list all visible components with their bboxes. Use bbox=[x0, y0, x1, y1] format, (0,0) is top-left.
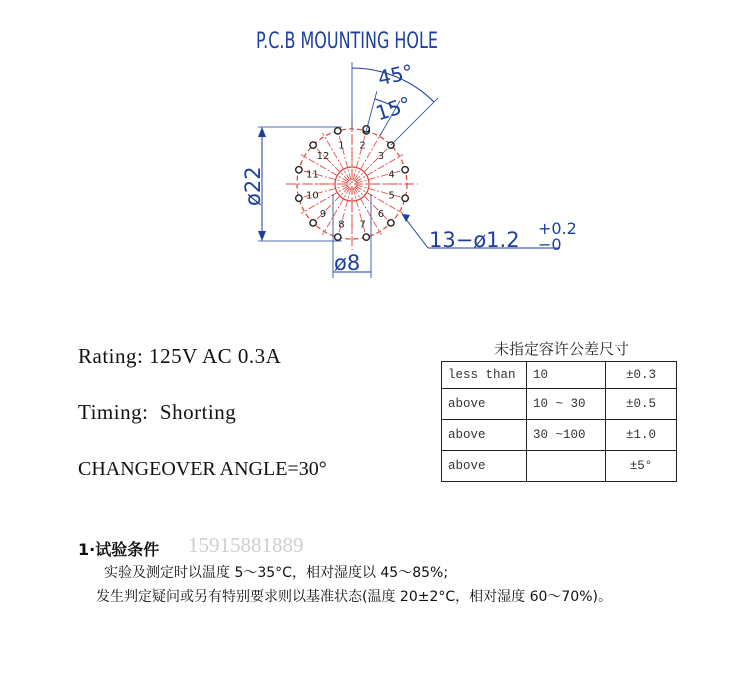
radial-center-line bbox=[295, 169, 348, 183]
tolerance-table bbox=[441, 361, 677, 482]
hole-spec-minus: −0 bbox=[538, 235, 562, 254]
hole-spec-plus: +0.2 bbox=[538, 219, 577, 238]
mounting-hole bbox=[388, 220, 394, 226]
radial-center-line bbox=[323, 187, 351, 235]
table-cell: less than bbox=[442, 362, 527, 389]
mounting-hole bbox=[296, 195, 302, 201]
timing-spec: Timing: Shorting bbox=[78, 400, 237, 424]
table-cell: ±0.5 bbox=[606, 389, 677, 420]
radial-center-line bbox=[337, 127, 351, 180]
table-cell bbox=[527, 451, 606, 482]
table-cell: ±0.3 bbox=[606, 362, 677, 389]
position-number: 2 bbox=[359, 140, 366, 152]
table-row bbox=[442, 362, 677, 389]
table-cell: ±5° bbox=[606, 451, 677, 482]
tolerance-table-title: 未指定容许公差尺寸 bbox=[493, 342, 629, 358]
position-number: 12 bbox=[316, 151, 330, 163]
hole-spec-label: 13−ø1.2 bbox=[429, 228, 520, 252]
mounting-hole bbox=[363, 126, 369, 132]
position-labels bbox=[306, 140, 395, 230]
table-row bbox=[442, 420, 677, 451]
position-number: 4 bbox=[388, 169, 395, 181]
table-cell: 10 ~ 30 bbox=[527, 389, 606, 420]
position-number: 10 bbox=[306, 190, 319, 202]
radial-center-line bbox=[295, 185, 348, 199]
drawing-title: P.C.B MOUNTING HOLE bbox=[256, 29, 438, 54]
table-cell: ±1.0 bbox=[606, 420, 677, 451]
position-number: 8 bbox=[338, 219, 345, 231]
table-cell: 30 ~100 bbox=[527, 420, 606, 451]
table-cell: above bbox=[442, 451, 527, 482]
angle-15-label: 15° bbox=[372, 91, 414, 126]
position-number: 9 bbox=[319, 208, 327, 220]
mounting-hole bbox=[310, 220, 316, 226]
angle-45-label: 45° bbox=[375, 59, 416, 91]
pcb-mounting-hole-drawing bbox=[0, 0, 750, 320]
position-number: 7 bbox=[359, 219, 366, 231]
position-number: 11 bbox=[306, 169, 319, 181]
mounting-hole bbox=[402, 195, 408, 201]
test-condition-line-1: 实验及测定时以温度 5～35°C，相对湿度以 45～85%; bbox=[104, 565, 449, 581]
mounting-hole bbox=[335, 234, 341, 240]
position-number: 5 bbox=[388, 190, 395, 202]
table-row bbox=[442, 451, 677, 482]
position-number: 1 bbox=[338, 140, 345, 152]
changeover-angle-spec: CHANGEOVER ANGLE=30° bbox=[78, 458, 327, 480]
radial-center-line bbox=[337, 188, 351, 241]
mounting-hole bbox=[310, 142, 316, 148]
rating-spec: Rating: 125V AC 0.3A bbox=[78, 344, 282, 368]
table-cell: above bbox=[442, 420, 527, 451]
table-row bbox=[442, 389, 677, 420]
radial-center-line bbox=[353, 127, 367, 180]
phone-watermark: 15915881889 bbox=[188, 533, 304, 557]
mounting-hole bbox=[335, 128, 341, 134]
radial-center-line bbox=[356, 169, 409, 183]
diameter-22-label: ø22 bbox=[241, 166, 265, 206]
position-number: 6 bbox=[377, 208, 385, 220]
dim-22-arrow-bottom bbox=[258, 231, 266, 241]
mounting-hole bbox=[296, 167, 302, 173]
hole-spec-arrow bbox=[402, 214, 410, 222]
radial-center-line bbox=[353, 188, 367, 241]
table-cell: 10 bbox=[527, 362, 606, 389]
mounting-hole bbox=[402, 167, 408, 173]
table-cell: above bbox=[442, 389, 527, 420]
radial-center-line bbox=[356, 185, 409, 199]
dim-22-arrow-top bbox=[258, 127, 266, 137]
position-number: 3 bbox=[377, 151, 385, 163]
diameter-8-label: ø8 bbox=[334, 251, 361, 275]
test-condition-line-2: 发生判定疑问或另有特别要求则以基准状态(温度 20±2°C，相对湿度 60～70%)。 bbox=[96, 589, 612, 605]
mounting-hole bbox=[363, 234, 369, 240]
section-heading: 1·试验条件 bbox=[78, 540, 160, 559]
